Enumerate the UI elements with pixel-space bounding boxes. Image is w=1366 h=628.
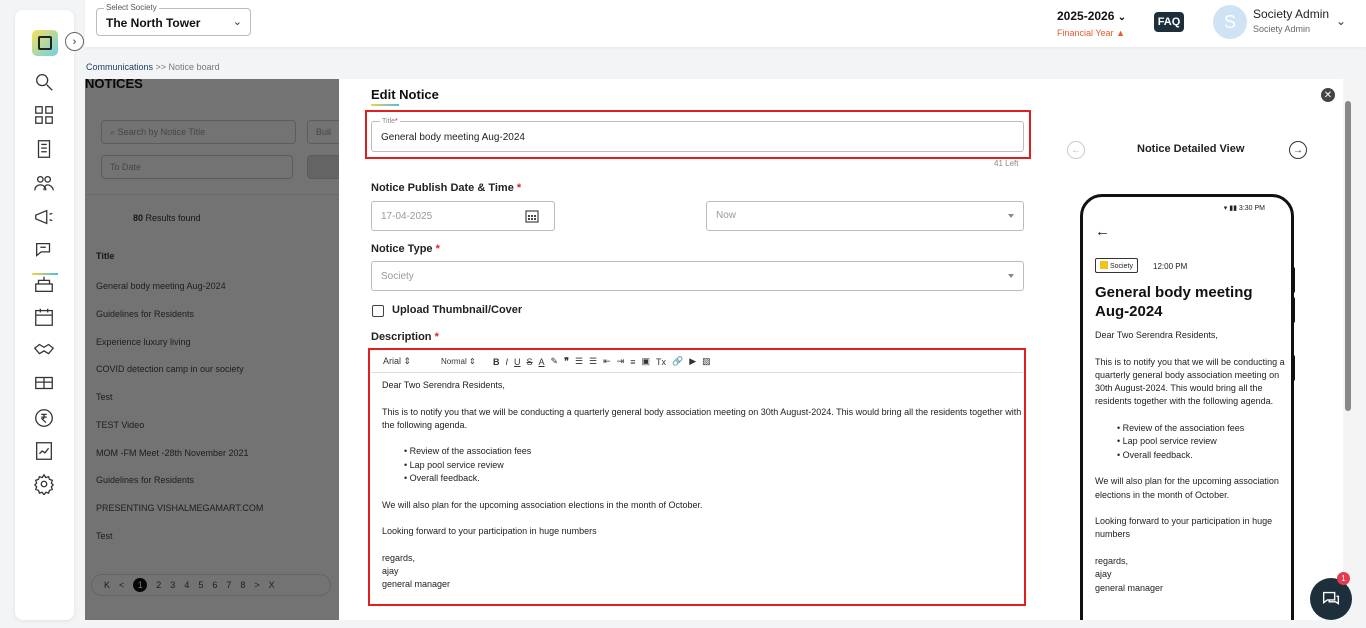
- preview-greeting: Dear Two Serendra Residents,: [1095, 330, 1218, 340]
- dropdown-arrow-icon: [1008, 274, 1014, 278]
- communications-icon[interactable]: [32, 238, 56, 262]
- modal-title: Edit Notice: [371, 87, 439, 102]
- app-logo[interactable]: [32, 30, 58, 56]
- preview-closing: Looking forward to your participation in huge numbers: [1095, 516, 1273, 540]
- breadcrumb-current: Notice board: [168, 62, 220, 72]
- required-mark: *: [516, 182, 522, 194]
- editor-toolbar: [371, 351, 1023, 373]
- breadcrumb-communications[interactable]: Communications: [86, 62, 154, 72]
- thumbnail-label: Upload Thumbnail/Cover: [392, 304, 523, 316]
- phone-status-bar: [1224, 204, 1265, 212]
- publish-time-select[interactable]: [706, 201, 1024, 231]
- code-block-icon[interactable]: ▣: [641, 356, 650, 366]
- breadcrumb-separator: >>: [153, 62, 169, 72]
- desc-closing: Looking forward to your participation in huge numbers: [382, 526, 597, 537]
- required-mark: *: [394, 118, 398, 125]
- phone-preview: [1080, 194, 1294, 620]
- indent-increase-icon[interactable]: ⇥: [616, 356, 625, 366]
- signal-icon: ▮▮: [1229, 205, 1237, 212]
- desc-signoff: general manager: [382, 579, 451, 590]
- italic-button[interactable]: I: [505, 356, 509, 367]
- desc-agenda-list: [404, 445, 1022, 485]
- preview-prev-button[interactable]: ←: [1067, 141, 1085, 159]
- calendar-icon[interactable]: [525, 210, 539, 223]
- preview-elections: We will also plan for the upcoming association elections in the month of October.: [1095, 476, 1279, 500]
- sidebar: [15, 10, 74, 620]
- preview-agenda-list: [1117, 422, 1285, 462]
- clear-format-button[interactable]: Tx: [655, 356, 666, 367]
- description-label: [371, 331, 439, 343]
- indent-decrease-icon[interactable]: ⇤: [603, 356, 611, 366]
- video-icon[interactable]: ▶: [689, 356, 697, 366]
- publish-date-label-text: Notice Publish Date & Time: [371, 182, 514, 194]
- font-select-value: Arial: [383, 356, 402, 366]
- warning-icon: ▲: [1116, 28, 1125, 38]
- title-field-value: General body meeting Aug-2024: [381, 132, 525, 143]
- bullet-list-icon[interactable]: ☰: [589, 356, 598, 366]
- financial-year-sub-text: Financial Year: [1057, 28, 1114, 38]
- chat-badge: 1: [1337, 572, 1350, 585]
- list-item: • Lap pool service review: [1117, 435, 1285, 448]
- title-char-counter: 41 Left: [994, 159, 1019, 168]
- strike-button[interactable]: S: [526, 356, 533, 367]
- avatar[interactable]: S: [1213, 5, 1247, 39]
- search-icon[interactable]: [32, 70, 56, 94]
- preview-signoff: general manager: [1095, 582, 1164, 593]
- publish-time-placeholder: Now: [716, 210, 737, 221]
- image-icon[interactable]: ▨: [702, 356, 711, 366]
- phone-status-time: 3:30 PM: [1238, 205, 1265, 212]
- publish-date-label: [371, 182, 521, 194]
- desc-elections: We will also plan for the upcoming association elections in the month of October.: [382, 499, 703, 510]
- modal-backdrop[interactable]: [85, 79, 339, 620]
- publish-date-placeholder: 17-04-2025: [381, 211, 433, 222]
- top-bar: [85, 0, 1366, 47]
- required-mark: *: [434, 331, 439, 343]
- preview-signoff: regards,: [1095, 556, 1129, 567]
- preview-signoff: ajay: [1095, 569, 1112, 580]
- rupee-icon[interactable]: [32, 406, 56, 430]
- highlight-pen-icon[interactable]: ✎: [550, 356, 559, 366]
- bold-button[interactable]: B: [493, 356, 500, 367]
- chevron-down-icon[interactable]: ⌄: [1336, 14, 1347, 28]
- size-select-value: Normal: [441, 357, 467, 366]
- font-select[interactable]: Arial ⇕: [383, 356, 412, 366]
- chevron-down-icon: ⌄: [1117, 12, 1127, 23]
- list-item: • Lap pool service review: [404, 459, 1022, 472]
- sidebar-expand-button[interactable]: ›: [65, 32, 84, 51]
- building-icon: [1100, 261, 1108, 269]
- title-underline: [371, 104, 399, 106]
- close-icon[interactable]: ✕: [1321, 88, 1335, 102]
- ticket-icon[interactable]: [32, 371, 56, 395]
- preview-heading: General body meeting Aug-2024: [1095, 284, 1253, 320]
- list-item: • Overall feedback.: [1117, 449, 1285, 462]
- title-field[interactable]: [371, 118, 1024, 152]
- financial-year-label: [1057, 28, 1125, 38]
- settings-gear-icon[interactable]: [32, 472, 56, 496]
- handshake-icon[interactable]: [32, 338, 56, 362]
- society-select-value: The North Tower: [106, 16, 201, 30]
- notice-type-label-text: Notice Type: [371, 243, 433, 255]
- megaphone-icon[interactable]: [32, 205, 56, 229]
- preview-intro: This is to notify you that we will be conducting a quarterly general body association meeting on 30th August-2024. This would bring all the residents together with the following agenda.: [1095, 356, 1285, 407]
- residents-icon[interactable]: [32, 171, 56, 195]
- title-field-label: [380, 118, 400, 125]
- preview-next-button[interactable]: →: [1289, 141, 1307, 159]
- notice-time: 12:00 PM: [1153, 262, 1188, 271]
- notice-type-select[interactable]: [371, 261, 1024, 291]
- thumbnail-checkbox[interactable]: [372, 305, 384, 317]
- description-editor[interactable]: [382, 379, 1022, 592]
- blockquote-button[interactable]: ❞: [564, 356, 569, 366]
- breadcrumb: [86, 62, 220, 72]
- back-arrow-icon[interactable]: ←: [1095, 223, 1110, 240]
- publish-date-input[interactable]: [371, 201, 555, 231]
- financial-year-value: 2025-2026: [1057, 9, 1115, 23]
- society-select-label: Select Society: [106, 3, 157, 12]
- chat-icon: [1320, 588, 1342, 610]
- scrollbar-thumb[interactable]: [1345, 101, 1351, 411]
- phone-side-button: [1291, 355, 1295, 381]
- description-label-text: Description: [371, 331, 432, 343]
- calendar-icon[interactable]: [32, 305, 56, 329]
- financial-year-select[interactable]: [1057, 9, 1126, 23]
- user-role: Society Admin: [1253, 24, 1311, 34]
- text-color-button[interactable]: A: [538, 356, 545, 367]
- dashboard-icon[interactable]: [32, 103, 56, 127]
- notice-type-badge: [1095, 258, 1138, 273]
- phone-side-button: [1291, 297, 1295, 323]
- required-mark: *: [435, 243, 440, 255]
- title-field-label-text: Title: [382, 118, 395, 125]
- notice-type-label: [371, 243, 440, 255]
- reports-icon[interactable]: [32, 439, 56, 463]
- desc-signoff: ajay: [382, 566, 399, 577]
- user-name[interactable]: Society Admin: [1253, 7, 1330, 21]
- list-item: • Review of the association fees: [1117, 422, 1285, 435]
- desc-signoff: regards,: [382, 552, 416, 563]
- modal-scrollbar[interactable]: [1343, 79, 1353, 620]
- amenities-icon[interactable]: [32, 272, 56, 296]
- faq-button[interactable]: FAQ: [1154, 12, 1184, 32]
- notice-type-placeholder: Society: [381, 271, 414, 282]
- desc-intro: This is to notify you that we will be conducting a quarterly general body association meeting on 30th August-2024. This would bring all the residents together with the following agenda.: [382, 406, 1022, 430]
- dropdown-arrow-icon: [1008, 214, 1014, 218]
- society-select[interactable]: [96, 3, 251, 36]
- wifi-icon: ▾: [1223, 205, 1228, 212]
- align-icon[interactable]: ≡: [630, 356, 636, 367]
- list-item: • Review of the association fees: [404, 445, 1022, 458]
- list-item: • Overall feedback.: [404, 472, 1022, 485]
- preview-body: [1095, 329, 1285, 595]
- notice-type-badge-text: Society: [1110, 263, 1133, 270]
- ordered-list-icon[interactable]: ☰: [574, 356, 584, 366]
- size-select[interactable]: Normal ⇕: [441, 357, 476, 366]
- phone-side-button: [1291, 267, 1295, 293]
- chevron-down-icon: ⌄: [232, 16, 242, 28]
- preview-title: Notice Detailed View: [1137, 143, 1245, 155]
- edit-notice-modal: [339, 79, 1353, 620]
- underline-button[interactable]: U: [514, 356, 521, 367]
- desc-greeting: Dear Two Serendra Residents,: [382, 380, 505, 390]
- link-icon[interactable]: 🔗: [671, 356, 684, 366]
- building-icon[interactable]: [32, 137, 56, 161]
